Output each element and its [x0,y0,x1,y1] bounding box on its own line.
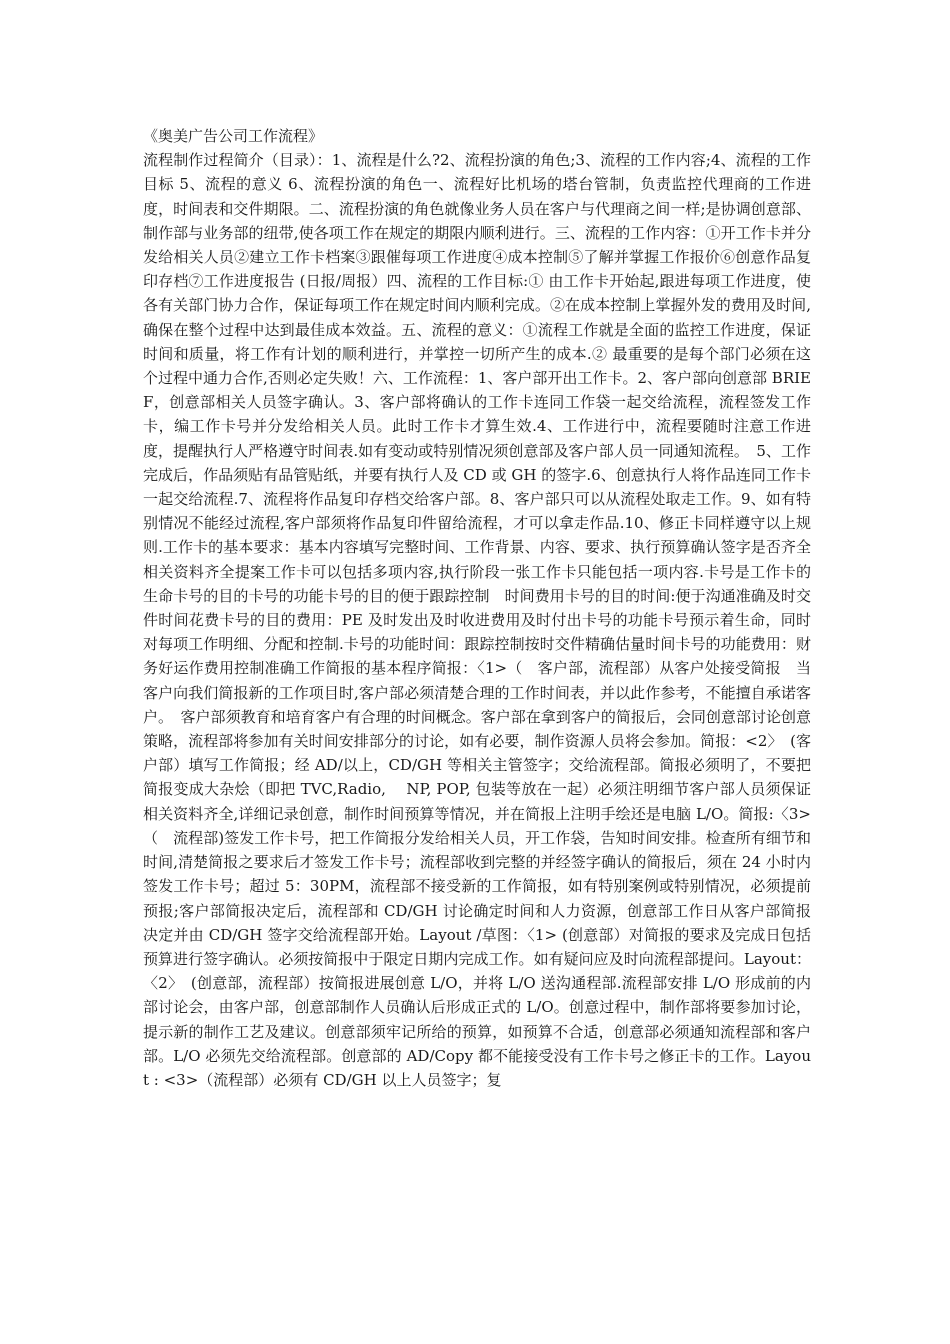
document-paragraph: 流程制作过程简介（目录）：1、流程是什么?2、流程扮演的角色;3、流程的工作内容;4、流程的工作目标 5、流程的意义 6、流程扮演的角色一、流程好比机场的塔台管制，负责监控代理商的工作进度，时间表和交件期限。二、流程扮演的角色就像业务人员在客户与代理商之间一样;是协调创意部、制作部与业务部的纽带,使各项工作在规定的期限内顺利进行。三、流程的工作内容：①开工作卡并分发给相关人员②建立工作卡档案③跟催每项工作进度④成本控制⑤了解并掌握工作报价⑥创意作品复印存档⑦工作进度报告 (日报/周报）四、流程的工作目标:① 由工作卡开始起,跟进每项工作进度，使各有关部门协力合作，保证每项工作在规定时间内顺利完成。②在成本控制上掌握外发的费用及时间,确保在整个过程中达到最佳成本效益。五、流程的意义：①流程工作就是全面的监控工作进度，保证时间和质量，将工作有计划的顺利进行，并掌控一切所产生的成本.② 最重要的是每个部门必须在这个过程中通力合作,否则必定失败！六、工作流程：1、客户部开出工作卡。2、客户部向创意部 BRIEF，创意部相关人员签字确认。3、客户部将确认的工作卡连同工作袋一起交给流程，流程签发工作卡，编工作卡号并分发给相关人员。此时工作卡才算生效.4、工作进行中，流程要随时注意工作进度，提醒执行人严格遵守时间表.如有变动或特别情况须创意部及客户部人员一同通知流程。 5、工作完成后，作品须贴有品管贴纸，并要有执行人及 CD 或 GH 的签字.6、创意执行人将作品连同工作卡一起交给流程.7、流程将作品复印存档交给客户部。8、客户部只可以从流程处取走工作。9、如有特别情况不能经过流程,客户部须将作品复印件留给流程，才可以拿走作品.10、修正卡同样遵守以上规则.工作卡的基本要求：基本内容填写完整时间、工作背景、内容、要求、执行预算确认签字是否齐全相关资料齐全提案工作卡可以包括多项内容,执行阶段一张工作卡只能包括一项内容.卡号是工作卡的生命卡号的目的卡号的功能卡号的目的便于跟踪控制 时间费用卡号的目的时间:便于沟通准确及时交件时间花费卡号的目的费用：PE 及时发出及时收进费用及时付出卡号的功能卡号预示着生命，同时对每项工作明细、分配和控制.卡号的功能时间：跟踪控制按时交件精确估量时间卡号的功能费用：财务好运作费用控制准确工作简报的基本程序简报：〈1>（ 客户部，流程部）从客户处接受简报 当客户向我们简报新的工作项目时,客户部必须清楚合理的工作时间表，并以此作参考，不能擅自承诺客户。 客户部须教育和培育客户有合理的时间概念。客户部在拿到客户的简报后，会同创意部讨论创意策略，流程部将参加有关时间安排部分的讨论，如有必要，制作资源人员将会参加。简报：<2〉 (客户部）填写工作简报；经 AD/以上，CD/GH 等相关主管签字；交给流程部。简报必须明了，不要把简报变成大杂烩（即把 TVC,Radio, NP, POP, 包装等放在一起）必须注明细节客户部人员须保证相关资料齐全,详细记录创意，制作时间预算等情况，并在简报上注明手绘还是电脑 L/O。简报:〈3>（ 流程部)签发工作卡号，把工作简报分发给相关人员，开工作袋，告知时间安排。检查所有细节和时间,清楚简报之要求后才签发工作卡号；流程部收到完整的并经签字确认的简报后，须在 24 小时内签发工作卡号；超过 5：30PM，流程部不接受新的工作简报，如有特别案例或特别情况，必须提前预报;客户部简报决定后，流程部和 CD/GH 讨论确定时间和人力资源，创意部工作日从客户部简报决定并由 CD/GH 签字交给流程部开始。Layout /草图：〈1> (创意部）对简报的要求及完成日包括预算进行签字确认。必须按简报中于限定日期内完成工作。如有疑问应及时向流程部提问。Layout：〈2〉 (创意部，流程部）按简报进展创意 L/O，并将 L/O 送沟通程部.流程部安排 L/O 形成前的内部讨论会，由客户部，创意部制作人员确认后形成正式的 L/O。创意过程中，制作部将要参加讨论，提示新的制作工艺及建议。创意部须牢记所给的预算，如预算不合适，创意部必须通知流程部和客户部。L/O 必须先交给流程部。创意部的 AD/Copy 都不能接受没有工作卡号之修正卡的工作。Layout : <3>（流程部）必须有 CD/GH 以上人员签字；复 [143,151,811,1089]
document-body [143,124,811,1092]
document-title: 《奥美广告公司工作流程》 [143,127,324,145]
